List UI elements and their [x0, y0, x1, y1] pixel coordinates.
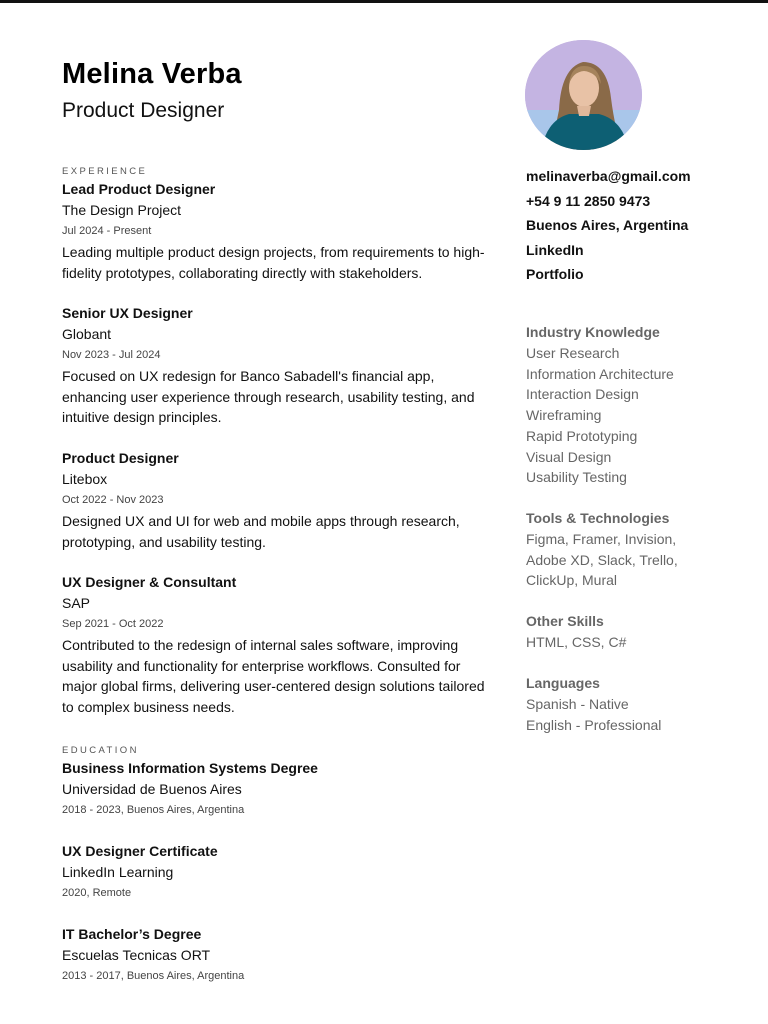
job-title: Product Designer — [62, 450, 179, 466]
email-link[interactable]: melinaverba@gmail.com — [526, 168, 691, 184]
profile-photo-illustration — [525, 40, 642, 150]
skill-item: HTML, CSS, C# — [526, 634, 627, 650]
education-entry — [62, 759, 498, 821]
skill-item: ClickUp, Mural — [526, 572, 618, 589]
company-name: Globant — [62, 326, 112, 342]
tools-technologies-group — [526, 508, 746, 591]
institution-name: LinkedIn Learning — [62, 864, 174, 880]
portfolio-link[interactable]: Portfolio — [526, 266, 584, 282]
skill-item: Visual Design — [526, 448, 612, 465]
experience-entry — [62, 180, 498, 283]
skill-item: Usability Testing — [526, 469, 627, 486]
company-name: SAP — [62, 595, 91, 611]
skill-item: Interaction Design — [526, 386, 639, 403]
job-description: Focused on UX redesign for Banco Sabadell's financial app, enhancing user experience through research, usability testing, and intuitive design principles. — [62, 368, 475, 426]
job-dates: Oct 2022 - Nov 2023 — [62, 494, 164, 506]
candidate-name: Melina Verba — [62, 58, 242, 90]
degree-title: IT Bachelor’s Degree — [62, 926, 202, 942]
skill-item: Wireframing — [526, 407, 602, 424]
job-dates: Nov 2023 - Jul 2024 — [62, 349, 161, 361]
skill-item: User Research — [526, 345, 620, 361]
job-title: UX Designer & Consultant — [62, 574, 237, 590]
location: Buenos Aires, Argentina — [526, 217, 689, 233]
top-border — [0, 0, 768, 3]
education-section-label: EDUCATION — [62, 745, 139, 756]
candidate-role: Product Designer — [62, 99, 225, 122]
language-item: Spanish - Native — [526, 696, 629, 712]
education-entry — [62, 925, 498, 987]
phone-number: +54 9 11 2850 9473 — [526, 192, 651, 209]
institution-name: Universidad de Buenos Aires — [62, 781, 242, 797]
education-dates: 2013 - 2017, Buenos Aires, Argentina — [62, 970, 245, 982]
skill-item: Figma, Framer, Invision, — [526, 531, 677, 547]
skill-item: Information Architecture — [526, 365, 674, 382]
profile-photo — [525, 40, 642, 150]
job-dates: Sep 2021 - Oct 2022 — [62, 618, 164, 630]
experience-entry — [62, 304, 498, 428]
degree-title: Business Information Systems Degree — [62, 760, 318, 776]
experience-section-label: EXPERIENCE — [62, 166, 148, 177]
company-name: The Design Project — [62, 202, 182, 218]
education-dates: 2020, Remote — [62, 887, 132, 899]
institution-name: Escuelas Tecnicas ORT — [62, 947, 211, 963]
other-skills-group — [526, 611, 746, 653]
job-description: Contributed to the redesign of internal sales software, improving usability and functionality for enterprise workflows. Consulted for major global firms, delivering user-centered design solutions tailored to complex business needs. — [62, 637, 485, 716]
linkedin-link[interactable]: LinkedIn — [526, 241, 584, 258]
job-description: Leading multiple product design projects, from requirements to high-fidelity prototypes, collaborating directly with stakeholders. — [62, 244, 485, 281]
skill-item: Adobe XD, Slack, Trello, — [526, 551, 678, 568]
skill-group-heading: Tools & Technologies — [526, 510, 670, 526]
industry-knowledge-group — [526, 322, 746, 488]
experience-entry — [62, 449, 498, 552]
job-title: Lead Product Designer — [62, 181, 216, 197]
skill-group-heading: Other Skills — [526, 613, 604, 629]
language-item: English - Professional — [526, 716, 662, 733]
contact-block — [526, 164, 691, 287]
skill-group-heading: Languages — [526, 675, 600, 691]
skill-item: Rapid Prototyping — [526, 427, 638, 444]
education-entry — [62, 842, 498, 904]
job-description: Designed UX and UI for web and mobile apps through research, prototyping, and usability testing. — [62, 513, 460, 550]
job-dates: Jul 2024 - Present — [62, 225, 152, 237]
education-dates: 2018 - 2023, Buenos Aires, Argentina — [62, 804, 245, 816]
degree-title: UX Designer Certificate — [62, 843, 218, 859]
job-title: Senior UX Designer — [62, 305, 193, 321]
languages-group — [526, 673, 746, 735]
experience-entry — [62, 573, 498, 718]
company-name: Litebox — [62, 471, 108, 487]
skill-group-heading: Industry Knowledge — [526, 324, 660, 340]
